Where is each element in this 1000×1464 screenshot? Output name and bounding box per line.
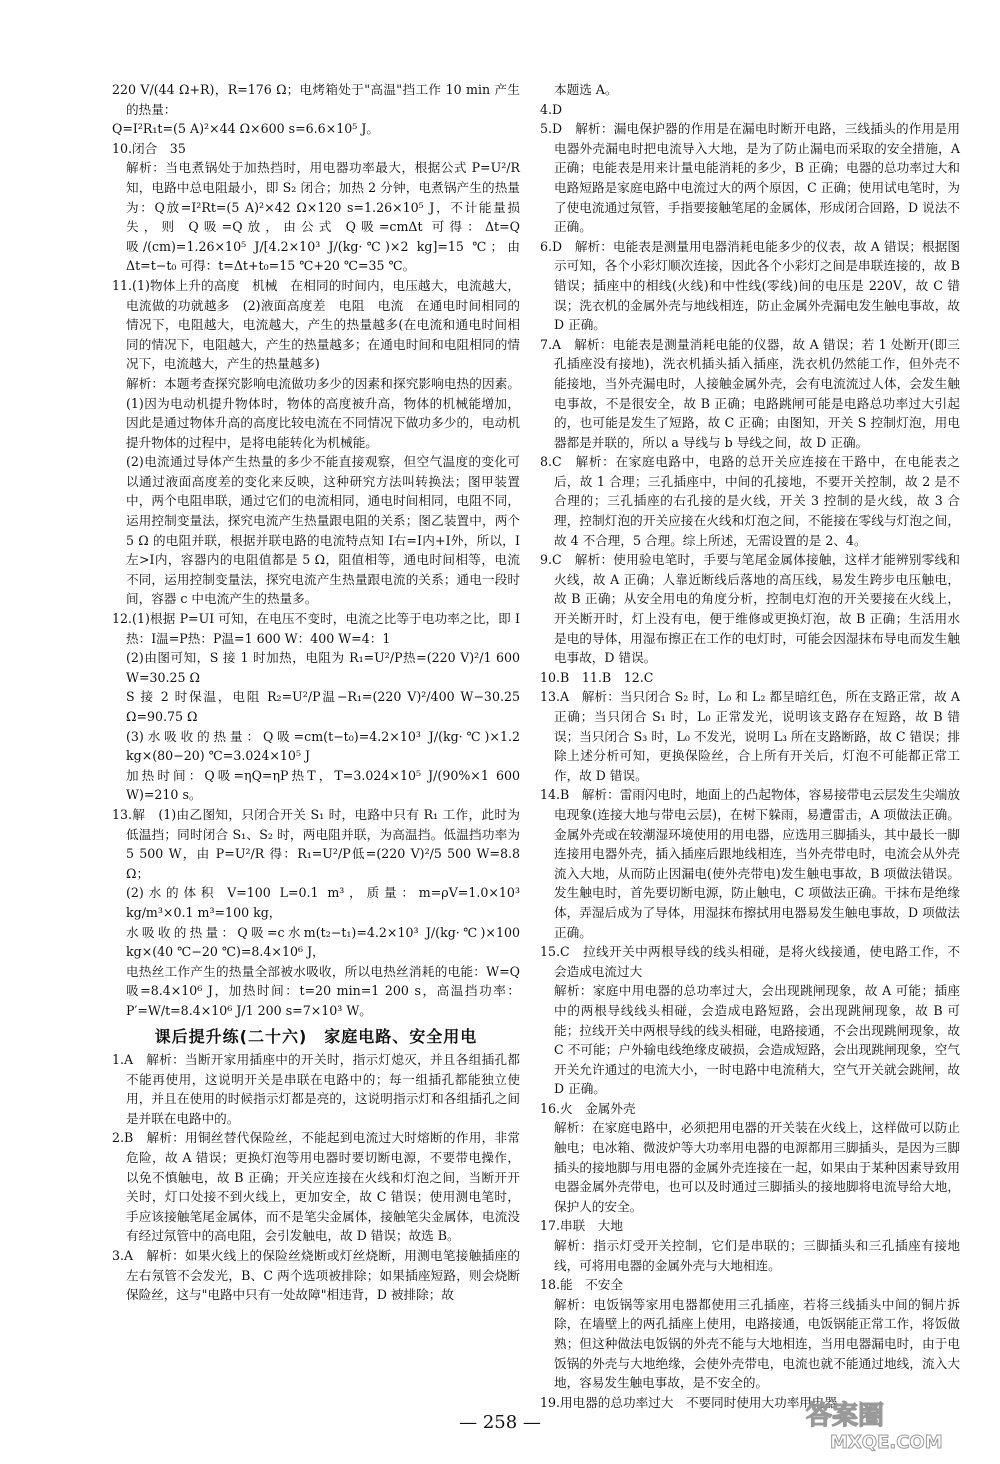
answer-line: 1.A 解析：当断开家用插座中的开关时，指示灯熄灭，并且各组插孔都不能再使用，这说明开关是串联在电路中的；每一组插孔都能独立使用，并且在使用的时候指示灯都是亮的，这说明指示灯和各组插孔之间是并联在电路中的。 [112, 1052, 520, 1126]
answer-line: 13.解 (1)由乙图知，只闭合开关 S₁ 时，电路中只有 R₁ 工作，此时为低温挡；同时闭合 S₁、S₂ 时，两电阻并联，为高温挡。低温挡功率为 5 500 W，由 P=U²/R 得：R₁=U²/P低=(220 V)²/5 500 W=8.8 Ω； [112, 806, 520, 881]
answer-line: 2.B 解析：用铜丝替代保险丝，不能起到电流过大时熔断的作用，非常危险，故 A 错误；更换灯泡等用电器时要切断电源，不要带电操作，以免不慎触电，故 B 正确；开关应连接在火线和灯泡之间，当断开开关时，灯口处接不到火线上，更加安全，故 C 错误；使用测电笔时，手应该接触笔尾金属体，而不是笔尖金属体，接触笔尖金属体，电流没有经过氖管中的高电阻，会引发触电，故 D 错误；故选 B。 [112, 1130, 520, 1244]
answer-line: 14.B 解析：雷雨闪电时，地面上的凸起物体，容易接带电云层发生尖端放电现象(连接大地与带电云层)，在树下躲雨，易遭雷击，A 项做法正确。金属外壳或在较潮湿环境使用的用电器，应选用三脚插头，其中最长一脚连接用电器外壳，插入插座后跟地线相连，当外壳带电时，电流会从外壳流入大地，从而防止因漏电(使外壳带电)发生触电事故，B 项做法错误。发生触电时，首先要切断电源，防止触电，C 项做法正确。干抹布是绝缘体，弄湿后成为了导体，用湿抹布擦拭用电器易发生触电事故，D 项做法正确。 [540, 787, 960, 940]
analysis-paragraph: 解析：指示灯受开关控制，它们是串联的；三脚插头和三孔插座有接地线，可将用电器的金属外壳与大地相连。 [554, 1238, 960, 1273]
answer-line: 13.A 解析：当只闭合 S₂ 时，L₀ 和 L₂ 都呈暗红色，所在支路正常，故 A 正确；当只闭合 S₁ 时，L₀ 正常发光，说明该支路存在短路，故 B 错误；当只闭合 S₃ 时，L₀ 不发光，说明 L₃ 所在支路断路，故 C 错误；排除上述分析可知，更换保险丝，合上所有开关后，灯泡不可能都正常工作，故 D 错误。 [540, 689, 960, 783]
answer-line: 10.B 11.B 12.C [540, 669, 654, 685]
answer-line: 4.D [540, 101, 563, 117]
svg-text:答案圈: 答案圈 [806, 1401, 885, 1431]
watermark-logo [802, 1394, 982, 1452]
answer-line: 19.用电器的总功率过大 不要同时使用大功率用电器 [540, 1394, 838, 1410]
answer-line: 本题选 A。 [554, 82, 618, 97]
analysis-paragraph: 水吸收的热量：Q吸=c水m(t₂−t₁)=4.2×10³ J/(kg·℃)×100 kg×(40 ℃−20 ℃)=8.4×10⁶ J， [126, 924, 520, 960]
analysis-paragraph: S 接 2 时保温，电阻 R₂=U²/P温−R₁=(220 V)²/400 W−30.25 Ω=90.75 Ω [126, 689, 520, 724]
answer-line: 17.串联 大地 [540, 1218, 623, 1234]
analysis-paragraph: 解析：家庭中用电器的总功率过大，会出现跳闸现象，故 A 可能；插座中的两根导线线头相碰，会造成电路短路，会出现跳闸现象，故 B 可能；拉线开关中两根导线的线头相碰，电路接通，不会出现跳闸现象，故 C 不可能；户外输电线绝缘皮破损，会造成短路，会出现跳闸现象，空气开关允许通过的电流大小，一时电路中电流稍大，空气开关就会跳闸，故 D 正确。 [554, 983, 960, 1097]
analysis-paragraph: (2)由图可知，S 接 1 时加热，电阻为 R₁=U²/P热=(220 V)²/1 600 W=30.25 Ω [126, 650, 520, 685]
analysis-paragraph: (3)水吸收的热量：Q吸=cm(t−t₀)=4.2×10³ J/(kg·℃)×1.2 kg×(80−20) ℃=3.024×10⁵ J [126, 728, 520, 764]
answer-line: Q=I²R₁t=(5 A)²×44 Ω×600 s=6.6×10⁵ J。 [112, 121, 379, 137]
analysis-paragraph: 解析：在家庭电路中，必须把用电器的开关装在火线上，这样做可以防止触电；电冰箱、微波炉等大功率用电器的电源都用三脚插头，是因为三脚插头的接地脚与用电器的金属外壳连接在一起，如果由于某种因素导致用电器金属外壳带电，也可以及时通过三脚插头的接地脚将电流导给大地，保护人的安全。 [554, 1120, 960, 1214]
right-column [540, 80, 960, 1412]
answer-line: 12.(1)根据 P=UI 可知，在电压不变时，电流之比等于电功率之比，即 I热：I温=P热：P温=1 600 W：400 W=4：1 [112, 611, 520, 646]
analysis-paragraph: 电热丝工作产生的热量全部被水吸收，所以电热丝消耗的电能：W=Q吸=8.4×10⁶ J，加热时间：t=20 min=1 200 s，高温挡功率：P′=W/t=8.4×10⁶ J/1 200 s=7×10³ W。 [126, 963, 520, 1018]
analysis-paragraph: 加热时间：Q吸=ηQ=ηP热T，T=3.024×10⁵ J/(90%×1 600 W)=210 s。 [126, 767, 520, 803]
page-number: — 258 — [459, 1412, 541, 1433]
answer-line: 11.(1)物体上升的高度 机械 在相同的时间内，电压越大，电流越大，电流做的功就越多 (2)液面高度差 电阻 电流 在通电时间相同的情况下，电阻越大，电流越大，产生的热量越多(在电流和通电时间相同的情况下，电阻越大，产生的热量越多；在通电时间和电阻相同的情况下，电流越大，产生的热量越多) [112, 277, 520, 372]
analysis-paragraph: 解析：电饭锅等家用电器都使用三孔插座，若将三线插头中间的铜片拆除，在墙壁上的两孔插座上使用，电路接通，电饭锅能正常工作，将饭做熟；但这种做法电饭锅的外壳不能与大地相连，当用电器漏电时，由于电饭锅的外壳与大地绝缘，会使外壳带电，电流也就不能通过地线，流入大地，容易发生触电事故，是不安全的。 [554, 1296, 960, 1391]
answer-line: 15.C 拉线开关中两根导线的线头相碰，是将火线接通，使电路工作，不会造成电流过大 [540, 944, 960, 979]
analysis-paragraph: 解析：本题考查探究影响电流做功多少的因素和探究影响电热的因素。(1)因为电动机提升物体时，物体的高度被升高，物体的机械能增加，因此是通过物体升高的高度比较电流在不同情况下做功多少的，电动机提升物体的过程中，是将电能转化为机械能。 [126, 375, 520, 450]
answer-line: 7.A 解析：电能表是测量消耗电能的仪器，故 A 错误；若 1 处断开(即三孔插座没有接地)，洗衣机插头插入插座，洗衣机仍然能工作，但外壳不能接地，当外壳漏电时，人接触金属外壳，会有电流流过人体，会发生触电事故，不是很安全，故 B 正确；电路跳闸可能是电路总功率过大引起的，也可能是发生了短路，故 C 正确；由图知，开关 S 控制灯泡，用电器都是并联的，所以 a 导线与 b 导线之间，故 D 正确。 [540, 336, 960, 450]
answer-line: 6.D 解析：电能表是测量用电器消耗电能多少的仪表，故 A 错误；根据图示可知，各个小彩灯顺次连接，因此各个小彩灯之间是串联连接的，故 B 错误；插座中的相线(火线)和中性线(零线)间的电压是 220V，故 C 错误；洗衣机的金属外壳与地线相连，防止金属外壳漏电发生触电事故，故 D 正确。 [540, 238, 960, 333]
left-column [112, 80, 520, 1305]
analysis-paragraph: (2)水的体积 V=100 L=0.1 m³，质量：m=ρV=1.0×10³ kg/m³×0.1 m³=100 kg， [126, 885, 520, 920]
answer-line: 3.A 解析：如果火线上的保险丝烧断或灯丝烧断，用测电笔接触插座的左右氖管不会发光，B、C 两个选项被排除；如果插座短路，则会烧断保险丝，这与"电路中只有一处故障"相违背，D 被排除；故 [112, 1248, 520, 1303]
answer-line: 16.火 金属外壳 [540, 1100, 636, 1116]
answer-line: 18.能 不安全 [540, 1277, 623, 1293]
page-number-value: 258 [482, 1412, 518, 1433]
section-title: 课后提升练(二十六) 家庭电路、安全用电 [154, 1026, 478, 1046]
answer-line: 220 V/(44 Ω+R)，R=176 Ω；电烤箱处于"高温"挡工作 10 min 产生的热量： [112, 82, 520, 117]
svg-text:MXQE.COM: MXQE.COM [830, 1432, 943, 1452]
answer-line: 8.C 解析：在家庭电路中，电路的总开关应连接在干路中，在电能表之后，故 1 合理；三孔插座中，中间的孔接地，不要开关控制，故 2 是不合理的；三孔插座的右孔接的是火线，开关 3 控制的是火线，故 3 合理，控制灯泡的开关应接在火线和灯泡之间，不能接在零线与灯泡之间，故 4 不合理，5 合理。综上所述，无需设置的是 2、4。 [540, 454, 960, 548]
analysis-paragraph: 解析：当电煮锅处于加热挡时，用电器功率最大，根据公式 P=U²/R 知，电路中总电阻最小，即 S₂ 闭合；加热 2 分钟，电煮锅产生的热量为：Q放=I²Rt=(5 A)²×42 Ω×120 s=1.26×10⁵ J，不计能量损失，则 Q吸=Q放，由公式 Q吸=cmΔt 可得：Δt=Q吸/(cm)=1.26×10⁵ J/[4.2×10³ J/(kg·℃)×2 kg]=15 ℃；由 Δt=t−t₀ 可得：t=Δt+t₀=15 ℃+20 ℃=35 ℃。 [126, 160, 520, 274]
answer-line: 10.闭合 35 [112, 140, 186, 156]
answer-line: 9.C 解析：使用验电笔时，手要与笔尾金属体接触，这样才能辨别零线和火线，故 A 正确；人靠近断线后落地的高压线，易发生跨步电压触电，故 B 正确；从安全用电的角度分析，控制电灯泡的开关要接在火线上，开关断开时，灯上没有电，便于维修或更换灯泡，故 B 正确；生活用水是电的导体，用湿布擦正在工作的电灯时，可能会因湿抹布导电而发生触电事故，D 错误。 [540, 552, 960, 666]
analysis-paragraph: (2)电流通过导体产生热量的多少不能直接观察，但空气温度的变化可以通过液面高度差的变化来反映，这种研究方法叫转换法；图甲装置中，两个电阻串联，通过它们的电流相同，通电时间相同，电阻不同，运用控制变量法，探究电流产生热量跟电阻的关系；图乙装置中，两个 5 Ω 的电阻并联，根据并联电路的电流特点知 I右=I内+I外，所以，I左>I内，容器内的电阻值都是 5 Ω，阻值相等，通电时间相等，电流不同，运用控制变量法，探究电流产生热量跟电流的关系；通电一段时间，容器 c 中电流产生的热量多。 [126, 454, 520, 607]
answer-line: 5.D 解析：漏电保护器的作用是在漏电时断开电路，三线插头的作用是用电器外壳漏电时把电流导入大地，是为了防止漏电而采取的安全措施，A 正确；电能表是用来计量电能消耗的多少，B 正确；电器的总功率过大和电路短路是家庭电路中电流过大的两个原因，C 正确；使用试电笔时，为了使电流通过氖管，手指要接触笔尾的金属体，形成闭合回路，D 说法不正确。 [540, 121, 960, 235]
